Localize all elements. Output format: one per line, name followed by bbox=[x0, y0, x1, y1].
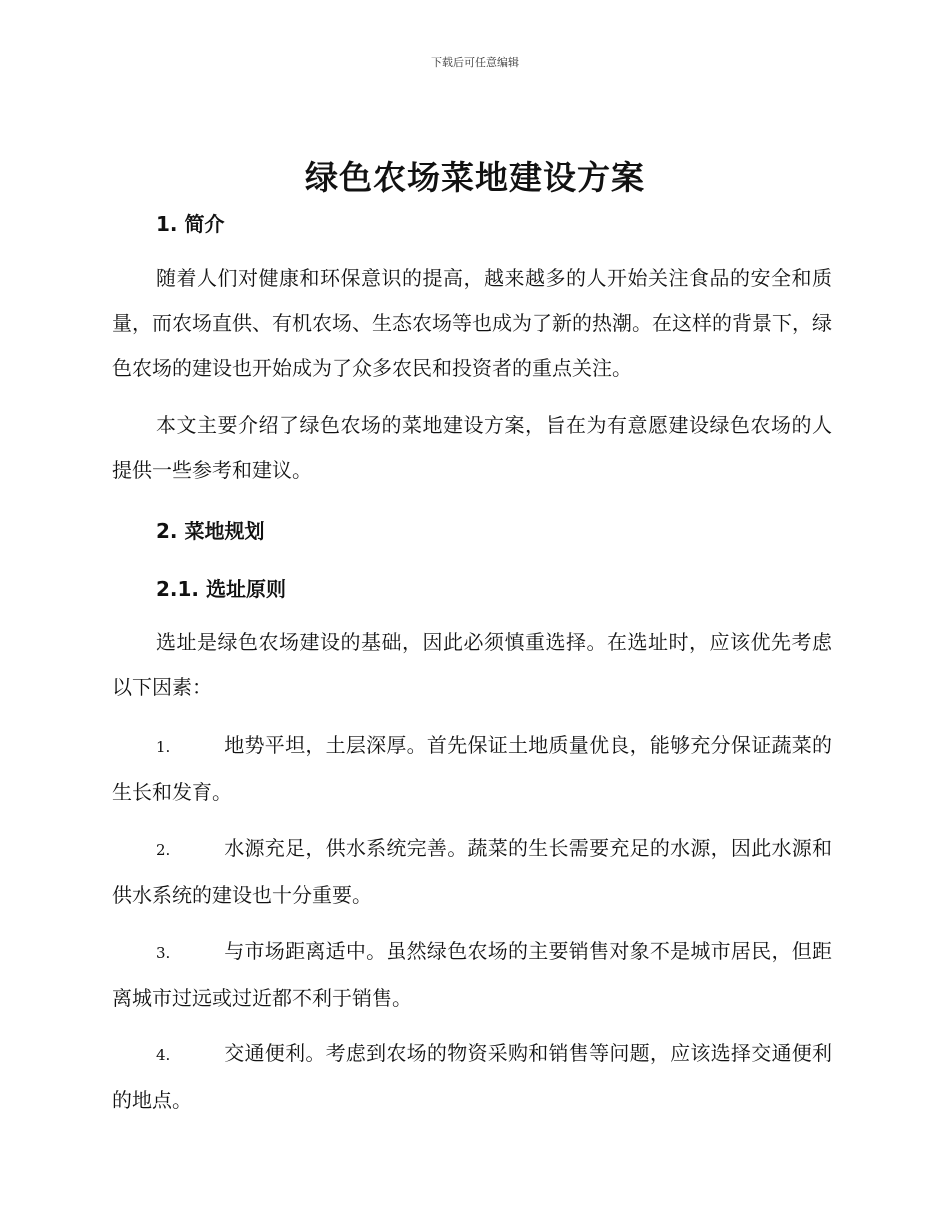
page-header-note: 下载后可任意编辑 bbox=[431, 56, 519, 69]
list-item-text: 水源充足，供水系统完善。蔬菜的生长需要充足的水源，因此水源和供水系统的建设也十分重要。 bbox=[112, 836, 832, 907]
list-item-text: 与市场距离适中。虽然绿色农场的主要销售对象不是城市居民，但距离城市过远或过近都不利于销售。 bbox=[112, 939, 832, 1010]
list-item-number: 3. bbox=[156, 944, 171, 962]
list-item bbox=[112, 826, 832, 918]
section-heading-intro: 1. 简介 bbox=[156, 212, 225, 236]
site-paragraph-1: 选址是绿色农场建设的基础，因此必须慎重选择。在选址时，应该优先考虑以下因素： bbox=[112, 630, 832, 699]
list-item bbox=[112, 1031, 832, 1123]
intro-paragraph-1: 随着人们对健康和环保意识的提高，越来越多的人开始关注食品的安全和质量，而农场直供、有机农场、生态农场等也成为了新的热潮。在这样的背景下，绿色农场的建设也开始成为了众多农民和投资者的重点关注。 bbox=[112, 266, 832, 380]
list-item-number: 4. bbox=[156, 1046, 171, 1064]
section-heading-site-principles: 2.1. 选址原则 bbox=[156, 577, 286, 601]
list-item-number: 1. bbox=[156, 738, 171, 756]
list-item bbox=[112, 723, 832, 815]
section-heading-planning: 2. 菜地规划 bbox=[156, 519, 265, 543]
list-item-number: 2. bbox=[156, 841, 171, 859]
intro-paragraph-2: 本文主要介绍了绿色农场的菜地建设方案，旨在为有意愿建设绿色农场的人提供一些参考和建议。 bbox=[112, 413, 832, 482]
list-item-text: 交通便利。考虑到农场的物资采购和销售等问题，应该选择交通便利的地点。 bbox=[112, 1041, 832, 1112]
list-item bbox=[112, 929, 832, 1021]
document-title: 绿色农场菜地建设方案 bbox=[305, 158, 645, 197]
list-item-text: 地势平坦，土层深厚。首先保证土地质量优良，能够充分保证蔬菜的生长和发育。 bbox=[112, 733, 832, 804]
